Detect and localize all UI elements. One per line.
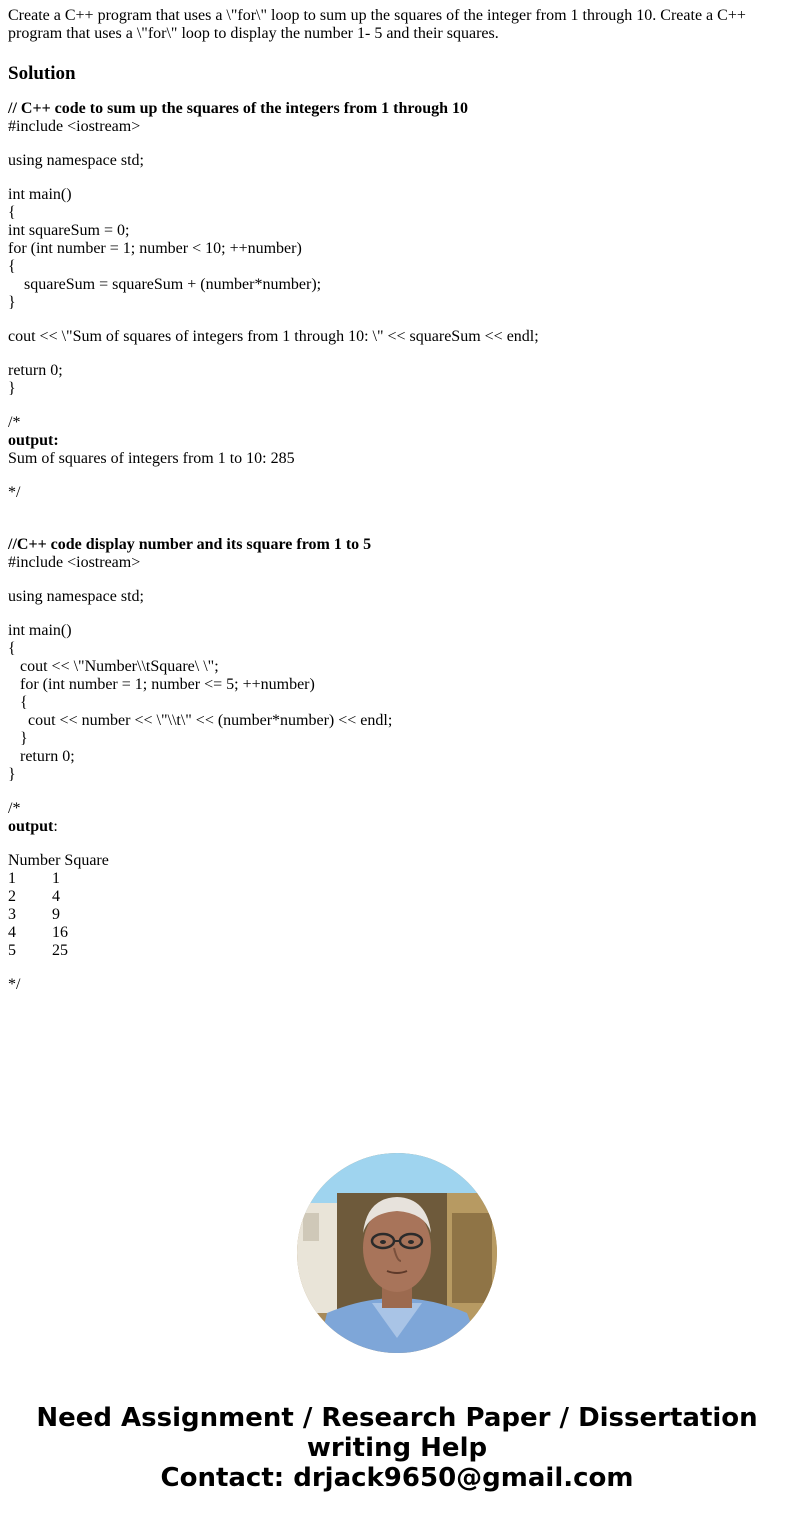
number-cell: 2 xyxy=(8,888,16,905)
code-line: int main() xyxy=(8,622,72,639)
comment-open: /* xyxy=(8,800,21,817)
code-line: } xyxy=(8,766,16,783)
code-line: #include <iostream> xyxy=(8,554,141,571)
comment-open: /* xyxy=(8,414,21,431)
table-row xyxy=(8,870,778,888)
code-line: { xyxy=(8,694,28,711)
square-cell: 25 xyxy=(52,942,68,959)
code-line: #include <iostream> xyxy=(8,118,141,135)
output-text: Sum of squares of integers from 1 to 10: 285 xyxy=(8,450,295,467)
number-cell: 4 xyxy=(8,924,16,941)
contact-banner xyxy=(0,1403,794,1493)
banner-line-2: writing Help xyxy=(306,1433,488,1463)
number-cell: 1 xyxy=(8,870,16,887)
output-label: output: xyxy=(8,432,59,449)
program-1-comment: // C++ code to sum up the squares of the integers from 1 through 10 xyxy=(8,100,469,117)
code-line: using namespace std; xyxy=(8,152,144,169)
output-table xyxy=(8,870,778,960)
code-line: { xyxy=(8,258,16,275)
number-cell: 5 xyxy=(8,942,16,959)
comment-close: */ xyxy=(8,484,21,501)
code-line: } xyxy=(8,380,16,397)
square-cell: 16 xyxy=(52,924,68,941)
solution-heading: Solution xyxy=(8,63,76,84)
table-row xyxy=(8,906,778,924)
code-line: cout << \"Number\\tSquare\ \"; xyxy=(8,658,219,675)
comment-close: */ xyxy=(8,976,21,993)
code-line: int main() xyxy=(8,186,72,203)
code-line: } xyxy=(8,294,16,311)
program-2-code xyxy=(8,536,778,994)
code-line: { xyxy=(8,640,16,657)
question-text: Create a C++ program that uses a \"for\" loop to sum up the squares of the integer from 1 through 10. Create a C++ program that uses a \"for\" loop to display the number 1- 5 and their squares. xyxy=(8,7,746,42)
banner-line-1: Need Assignment / Research Paper / Dissertation xyxy=(36,1403,758,1433)
table-row xyxy=(8,942,778,960)
code-line: { xyxy=(8,204,16,221)
code-line: return 0; xyxy=(8,748,75,765)
output-colon: : xyxy=(53,818,58,835)
square-cell: 1 xyxy=(52,870,60,887)
table-header: Number Square xyxy=(8,852,109,869)
code-line: for (int number = 1; number <= 5; ++number) xyxy=(8,676,315,693)
program-2-comment: //C++ code display number and its square from 1 to 5 xyxy=(8,536,372,553)
document xyxy=(8,7,778,994)
square-cell: 4 xyxy=(52,888,60,905)
code-line: int squareSum = 0; xyxy=(8,222,130,239)
program-1-code xyxy=(8,100,778,502)
table-row xyxy=(8,888,778,906)
number-cell: 3 xyxy=(8,906,16,923)
profile-photo xyxy=(297,1153,497,1353)
code-line: squareSum = squareSum + (number*number); xyxy=(8,276,322,293)
code-line: cout << \"Sum of squares of integers from 1 through 10: \" << squareSum << endl; xyxy=(8,328,539,345)
code-line: } xyxy=(8,730,28,747)
code-line: for (int number = 1; number < 10; ++number) xyxy=(8,240,302,257)
output-label-line xyxy=(8,818,778,836)
output-label: output xyxy=(8,818,54,835)
code-line: cout << number << \"\\t\" << (number*number) << endl; xyxy=(8,712,393,729)
square-cell: 9 xyxy=(52,906,60,923)
banner-line-3: Contact: drjack9650@gmail.com xyxy=(160,1463,634,1493)
code-line: return 0; xyxy=(8,362,63,379)
code-line: using namespace std; xyxy=(8,588,144,605)
table-row xyxy=(8,924,778,942)
